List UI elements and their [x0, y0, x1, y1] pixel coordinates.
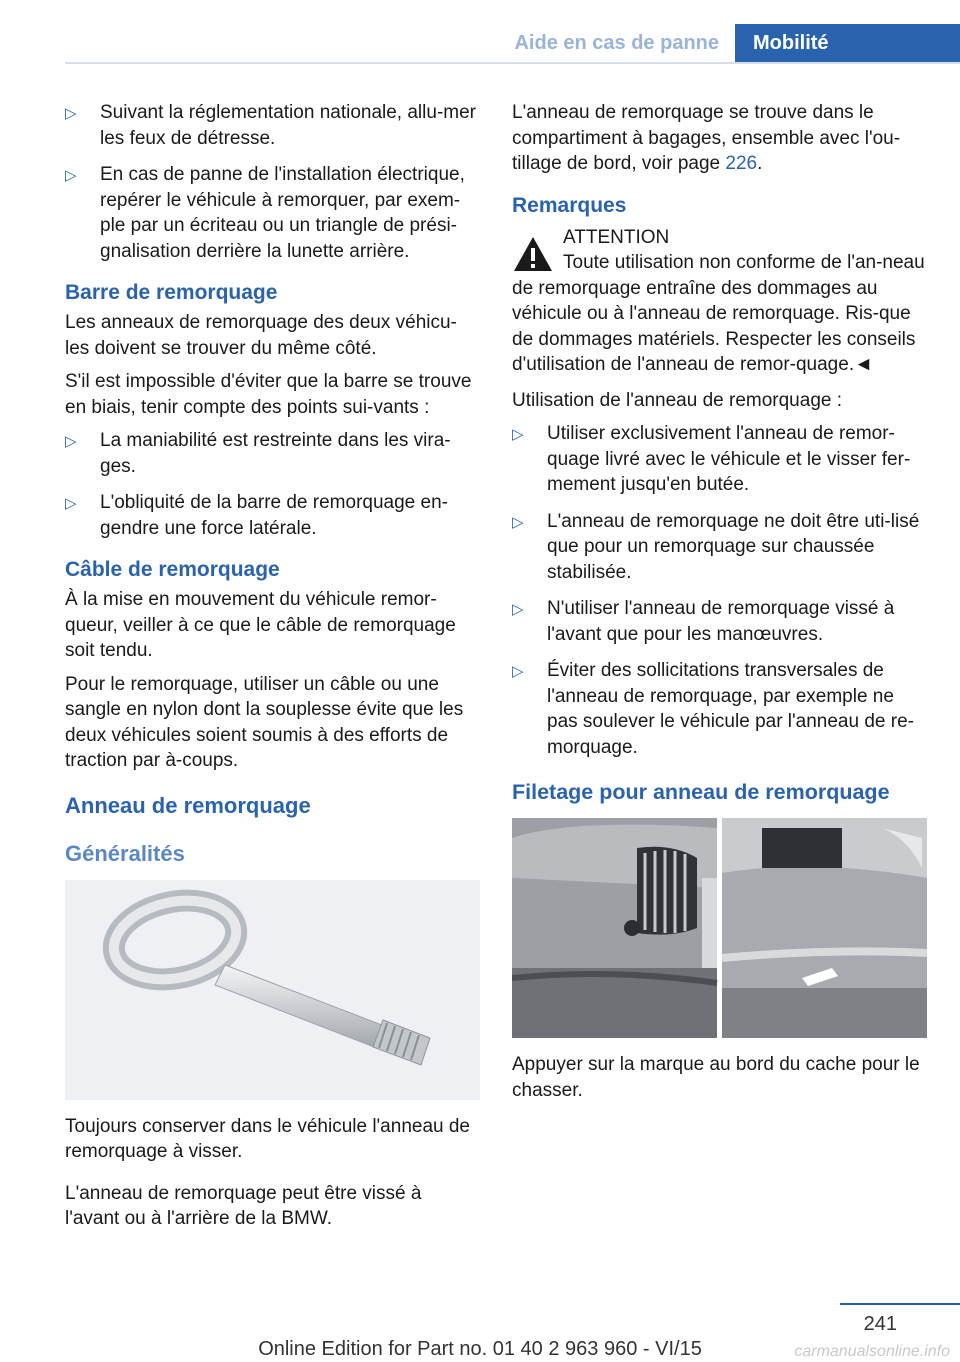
list-item: ▷ N'utiliser l'anneau de remorquage vissé à l'avant que pour les manœuvres.	[512, 598, 895, 645]
paragraph: S'il est impossible d'éviter que la barre se trouve en biais, tenir compte des points sui-vants :	[65, 371, 472, 418]
list-item: ▷ L'anneau de remorquage ne doit être uti-lisé que pour un remorquage sur chaussée stabilisée.	[512, 510, 920, 583]
bullet-triangle-icon: ▷	[512, 513, 524, 531]
list-item: ▷ La maniabilité est restreinte dans les vira-ges.	[65, 430, 451, 477]
footer-divider	[840, 1303, 960, 1305]
heading-barre: Barre de remorquage	[65, 281, 278, 304]
right-column	[512, 100, 927, 1111]
watermark: carmanualsonline.info	[794, 1343, 950, 1360]
warning-text: Toute utilisation non conforme de l'an-neau de remorquage entraîne des dommages au véhicule ou à l'anneau de remorquage. Ris-que de dommages matériels. Respecter les conseils d'utilisation de l'anneau de remor-quage.◄	[512, 252, 925, 375]
bullet-triangle-icon: ▷	[65, 167, 77, 184]
list-item: ▷ Utiliser exclusivement l'anneau de remor-quage livré avec le véhicule et le visser fer-mement jusqu'en butée.	[512, 423, 911, 495]
bumper-photo-illustration	[512, 818, 927, 1038]
paragraph: L'anneau de remorquage se trouve dans le compartiment à bagages, ensemble avec l'ou-tillage de bord, voir page 226.	[512, 102, 901, 174]
heading-filetage: Filetage pour anneau de remorquage	[512, 780, 890, 804]
list-item: ▷ Éviter des sollicitations transversales de l'anneau de remorquage, par exemple ne pas soulever le véhicule par l'anneau de re-morquage.	[512, 660, 914, 758]
heading-remarques: Remarques	[512, 193, 627, 217]
page-link[interactable]: 226	[725, 153, 758, 174]
page-number: 241	[863, 1313, 897, 1335]
paragraph: Utilisation de l'anneau de remorquage :	[512, 389, 843, 411]
paragraph: Pour le remorquage, utiliser un câble ou une sangle en nylon dont la souplesse évite que les deux véhicules soient soumis à des efforts de traction par à-coups.	[65, 673, 464, 771]
bullet-triangle-icon: ▷	[65, 433, 77, 450]
heading-generalites: Généralités	[65, 840, 185, 866]
section-tab[interactable]: Aide en cas de panne	[514, 32, 719, 54]
bullet-triangle-icon: ▷	[65, 495, 77, 512]
warning-block	[512, 225, 927, 378]
chapter-tab[interactable]: Mobilité	[735, 24, 960, 62]
tow-eye-illustration	[65, 880, 480, 1100]
paragraph: Les anneaux de remorquage des deux véhicu-les doivent se trouver du même côté.	[65, 312, 457, 359]
bullet-triangle-icon: ▷	[512, 426, 524, 443]
list-item: ▷ Suivant la réglementation nationale, allu-mer les feux de détresse.	[65, 102, 476, 149]
left-column	[65, 100, 480, 1240]
image-caption: Toujours conserver dans le véhicule l'anneau de remorquage à visser.	[65, 1115, 470, 1162]
paragraph: À la mise en mouvement du véhicule remor-queur, veiller à ce que le câble de remorquage soit tendu.	[65, 589, 456, 661]
edition-label: Online Edition for Part no. 01 40 2 963 960 - VI/15	[258, 1338, 702, 1360]
heading-anneau: Anneau de remorquage	[65, 792, 311, 818]
warning-title: ATTENTION	[563, 226, 670, 248]
warning-triangle-icon	[512, 235, 554, 273]
bullet-triangle-icon: ▷	[65, 105, 77, 122]
list-item: ▷ En cas de panne de l'installation électrique, repérer le véhicule à remorquer, par exem-ple par un écriteau ou un triangle de prési-gnalisation derrière la lunette arrière.	[65, 164, 465, 262]
image-caption: Appuyer sur la marque au bord du cache pour le chasser.	[512, 1054, 920, 1101]
front-bumper-image	[512, 818, 927, 1038]
heading-cable: Câble de remorquage	[65, 558, 280, 581]
page-header	[65, 24, 960, 64]
bullet-triangle-icon: ▷	[512, 601, 524, 618]
bullet-triangle-icon: ▷	[512, 663, 524, 680]
list-item: ▷ L'obliquité de la barre de remorquage en-gendre une force latérale.	[65, 492, 448, 539]
tow-eye-image	[65, 880, 480, 1100]
paragraph: L'anneau de remorquage peut être vissé à l'avant ou à l'arrière de la BMW.	[65, 1182, 422, 1229]
